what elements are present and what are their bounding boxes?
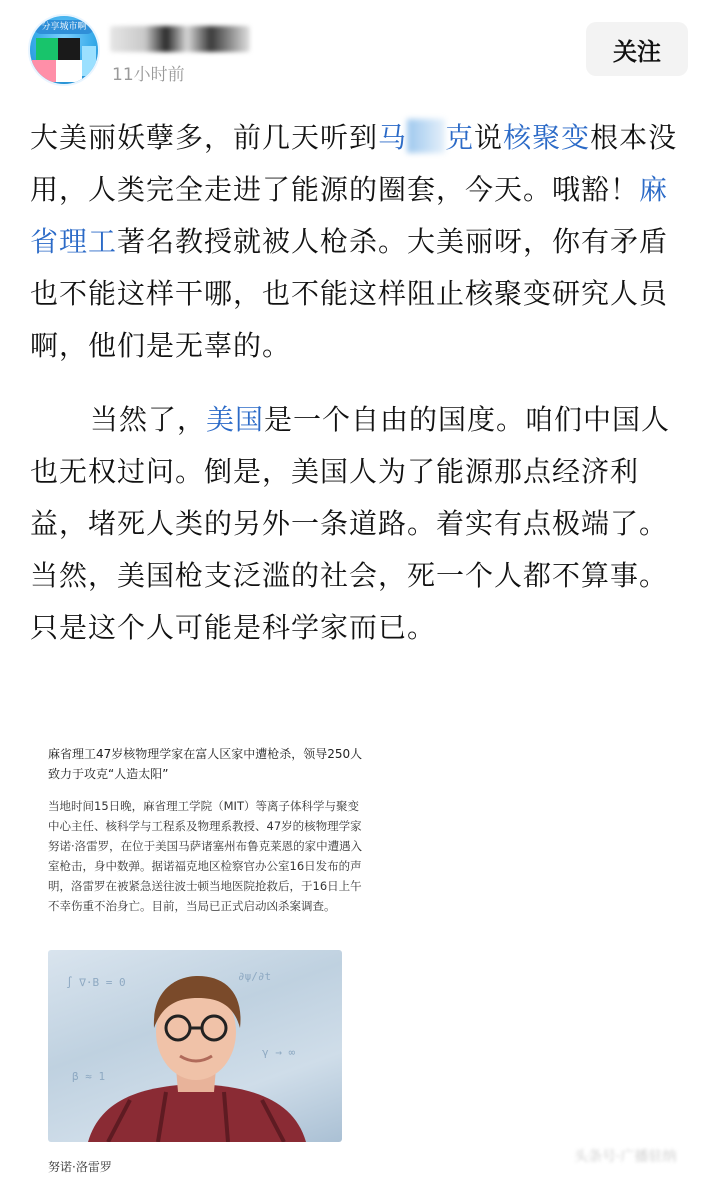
photo-caption: 努诺·洛雷罗 [48,1160,112,1174]
text-span: 根本没用，人类完全走进了能源的圈套，今天。哦豁！ [30,121,678,206]
post-time: 11小时前 [112,65,185,85]
text-span: 大美丽妖孽多，前几天听到 [30,121,379,154]
link-fusion[interactable]: 核聚变 [503,121,591,154]
text-span: 是一个自由的国度。咱们中国人也无权过问。倒是，美国人为了能源那点经济利益，堵死人类的另外一条道路。着实有点极端了。当然，美国枪支泛滥的社会，死一个人都不算事。只是这个人可能是科学家而已。 [30,403,671,644]
redaction-blur [407,119,445,153]
portrait-photo: ∫ ∇·B = 0 ∂ψ/∂t γ → ∞ β ≈ 1 [48,950,342,1142]
text-span: 著名教授就被人枪杀。大美丽呀，你有矛盾也不能这样干哪，也不能这样阻止核聚变研究人员啊，他们是无辜的。 [30,225,669,362]
portrait-figure [48,950,342,1142]
link-text: 马 [378,121,408,154]
article-screenshot[interactable] [28,730,684,1180]
post-content [30,112,694,654]
author-name-redacted[interactable] [110,26,250,52]
article-headline: 麻省理工47岁核物理学家在富人区家中遭枪杀，领导250人致力于攻克“人造太阳” [48,747,363,781]
post-paragraph-1 [30,112,694,372]
text-span: 说 [474,121,504,154]
text-span: 当然了， [90,403,207,436]
author-avatar[interactable] [28,14,100,86]
avatar-banner-text: 分享城市啊 [34,20,94,34]
post-paragraph-2 [30,394,694,654]
source-watermark: 头条号·广播驻纳 [574,1149,677,1165]
post-header [0,0,720,100]
link-person[interactable] [378,121,474,154]
follow-button[interactable]: 关注 [586,22,688,76]
link-mit[interactable]: 麻省理工 [30,173,669,258]
link-usa[interactable]: 美国 [206,403,265,436]
link-text: 克 [445,121,475,154]
article-body: 当地时间15日晚，麻省理工学院（MIT）等离子体科学与聚变中心主任、核科学与工程系及物理系教授、47岁的核物理学家努诺·洛雷罗，在位于美国马萨诸塞州布鲁克莱恩的家中遭遇入室枪击，身中数弹。据诺福克地区检察官办公室16日发布的声明，洛雷罗在被紧急送往波士顿当地医院抢救后，于16日上午不幸伤重不治身亡。目前，当局已正式启动凶杀案调查。 [48,799,363,913]
